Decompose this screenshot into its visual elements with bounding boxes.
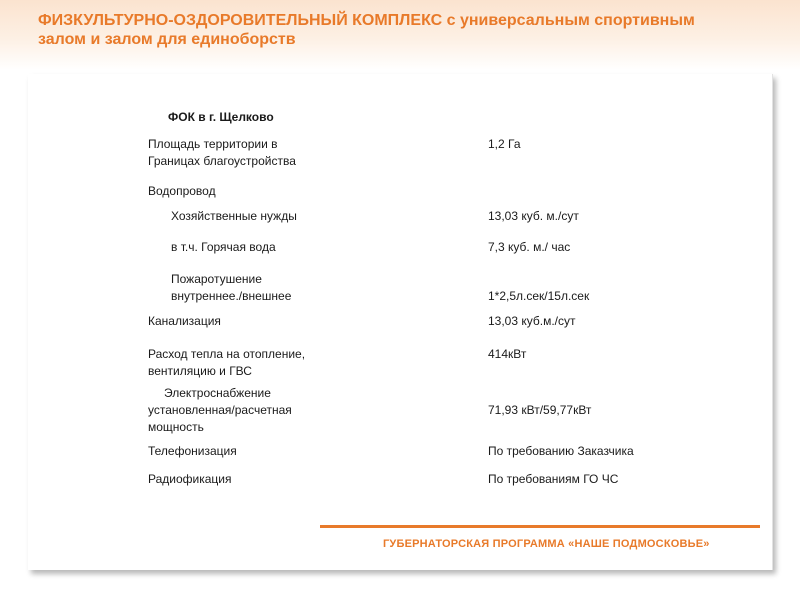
table-row-label: Электроснабжение установленная/расчетная мощность	[148, 386, 292, 434]
table-row-label: Радиофикация	[148, 472, 232, 486]
footer-divider	[320, 525, 760, 528]
table-row-label: Площадь территории в Границах благоустройства	[148, 137, 296, 168]
table-caption: ФОК в г. Щелково	[168, 110, 274, 124]
table-row-label: Телефонизация	[148, 444, 237, 458]
table-row-label: Пожаротушение внутреннее./внешнее	[171, 272, 292, 303]
table-row-label: Расход тепла на отопление, вентиляцию и ГВС	[148, 347, 306, 378]
page-title	[38, 11, 778, 49]
table-row-value: 13,03 куб.м./сут	[488, 314, 576, 328]
table-row-value: 71,93 кВт/59,77кВт	[488, 403, 592, 417]
table-row-label: Водопровод	[148, 184, 216, 198]
table-row-value: 1*2,5л.сек/15л.сек	[488, 289, 590, 303]
footer-program: ГУБЕРНАТОРСКАЯ ПРОГРАММА «НАШЕ ПОДМОСКОВЬЕ»	[383, 538, 710, 550]
table-row-value: 7,3 куб. м./ час	[488, 240, 571, 254]
title-line-2: залом и залом для единоборств	[38, 31, 296, 48]
content-panel	[28, 74, 773, 570]
table-row-label: Хозяйственные нужды	[171, 209, 297, 223]
table-row-value: По требованиям ГО ЧС	[488, 472, 619, 486]
table-row-value: По требованию Заказчика	[488, 444, 634, 458]
title-line-1: ФИЗКУЛЬТУРНО-ОЗДОРОВИТЕЛЬНЫЙ КОМПЛЕКС с универсальным спортивным	[38, 12, 695, 29]
table-row-label: в т.ч. Горячая вода	[171, 240, 276, 254]
table-row-value: 13,03 куб. м./сут	[488, 209, 579, 223]
table-row-label: Канализация	[148, 314, 221, 328]
table-row-value: 414кВт	[488, 347, 527, 361]
table-row-value: 1,2 Га	[488, 137, 521, 151]
